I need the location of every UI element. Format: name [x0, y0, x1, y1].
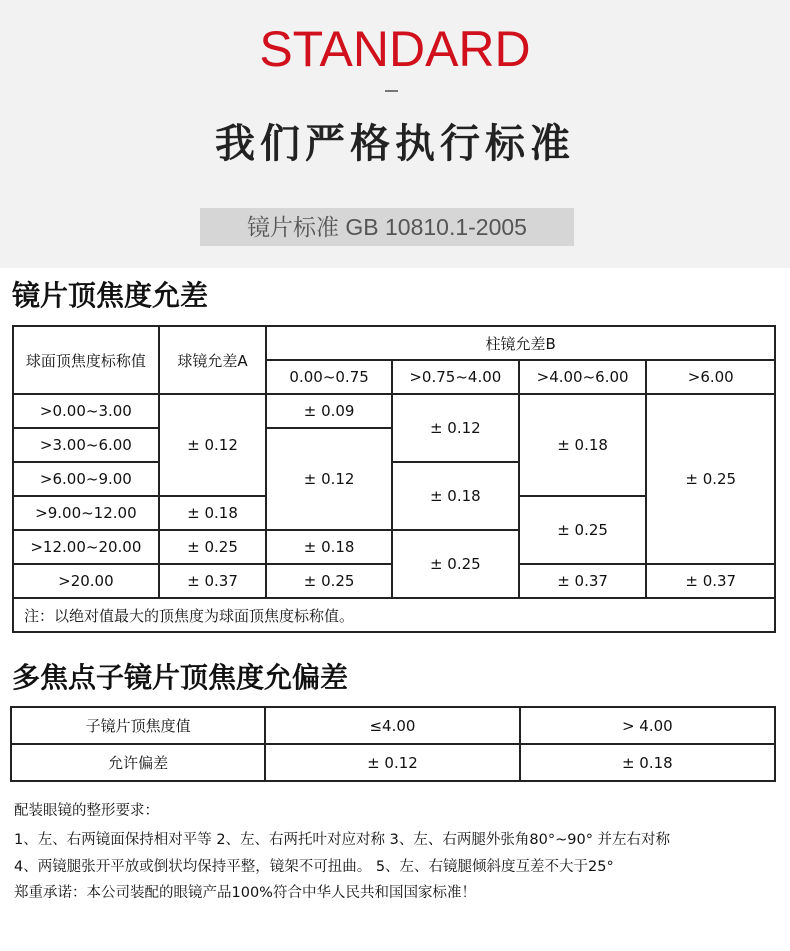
quality-promise: 郑重承诺：本公司装配的眼镜产品100%符合中华人民共和国国家标准！ — [14, 885, 476, 901]
table-cell: ± 0.25 — [266, 564, 392, 598]
table-cell: ± 0.37 — [646, 564, 775, 598]
row-label: >0.00~3.00 — [13, 394, 159, 428]
table-cell: ± 0.12 — [159, 394, 267, 496]
table-cell: ± 0.37 — [519, 564, 647, 598]
table-cell: ± 0.12 — [266, 428, 392, 530]
table-cell: ± 0.25 — [519, 496, 647, 564]
multifocal-tolerance-table — [10, 706, 776, 782]
header-cyl-range: 0.00~0.75 — [266, 360, 392, 394]
table-cell: ± 0.12 — [265, 744, 519, 781]
table-cell: ± 0.37 — [159, 564, 267, 598]
row-label: >3.00~6.00 — [13, 428, 159, 462]
requirements-heading: 配装眼镜的整形要求： — [14, 803, 159, 819]
table-cell: ± 0.18 — [392, 462, 519, 530]
header-cyl-range: >6.00 — [646, 360, 775, 394]
row-label: >9.00~12.00 — [13, 496, 159, 530]
table-cell: ≤4.00 — [265, 707, 519, 744]
lens-tolerance-table — [12, 325, 776, 633]
page-title: 我们严格执行标准 — [215, 121, 575, 167]
row-label: >12.00~20.00 — [13, 530, 159, 564]
english-title: STANDARD — [259, 21, 531, 77]
table-cell: ± 0.18 — [266, 530, 392, 564]
table-cell: ± 0.25 — [159, 530, 267, 564]
table-cell: 子镜片顶焦度值 — [11, 707, 265, 744]
section-title-multifocal: 多焦点子镜片顶焦度允偏差 — [12, 661, 349, 694]
header-spherical-power: 球面顶焦度标称值 — [13, 326, 159, 394]
row-label: >6.00~9.00 — [13, 462, 159, 496]
requirements-line: 1、左、右两镜面保持相对平等 2、左、右两托叶对应对称 3、左、右两腿外张角80°~90° 并左右对称 — [14, 832, 671, 848]
table-note: 注：以绝对值最大的顶焦度为球面顶焦度标称值。 — [13, 598, 775, 632]
table-cell: ± 0.25 — [646, 394, 775, 564]
table-cell: ± 0.09 — [266, 394, 392, 428]
header-cyl-range: >4.00~6.00 — [519, 360, 647, 394]
header-cyl-range: >0.75~4.00 — [392, 360, 519, 394]
table-cell: ± 0.18 — [159, 496, 267, 530]
header-cylinder-tolerance: 柱镜允差B — [266, 326, 775, 360]
table-cell: ± 0.12 — [392, 394, 519, 462]
table-cell: 允许偏差 — [11, 744, 265, 781]
standard-badge: 镜片标准 GB 10810.1-2005 — [200, 208, 574, 246]
table-cell: ± 0.25 — [392, 530, 519, 598]
table-cell: > 4.00 — [520, 707, 775, 744]
table-cell: ± 0.18 — [519, 394, 647, 496]
table-cell: ± 0.18 — [520, 744, 775, 781]
header-sphere-tolerance: 球镜允差A — [159, 326, 267, 394]
requirements-line: 4、两镜腿张开平放或倒状均保持平整，镜架不可扭曲。 5、左、右镜腿倾斜度互差不大于25° — [14, 859, 614, 875]
row-label: >20.00 — [13, 564, 159, 598]
section-title-lens-tolerance: 镜片顶焦度允差 — [12, 279, 209, 312]
title-divider — [385, 90, 398, 92]
